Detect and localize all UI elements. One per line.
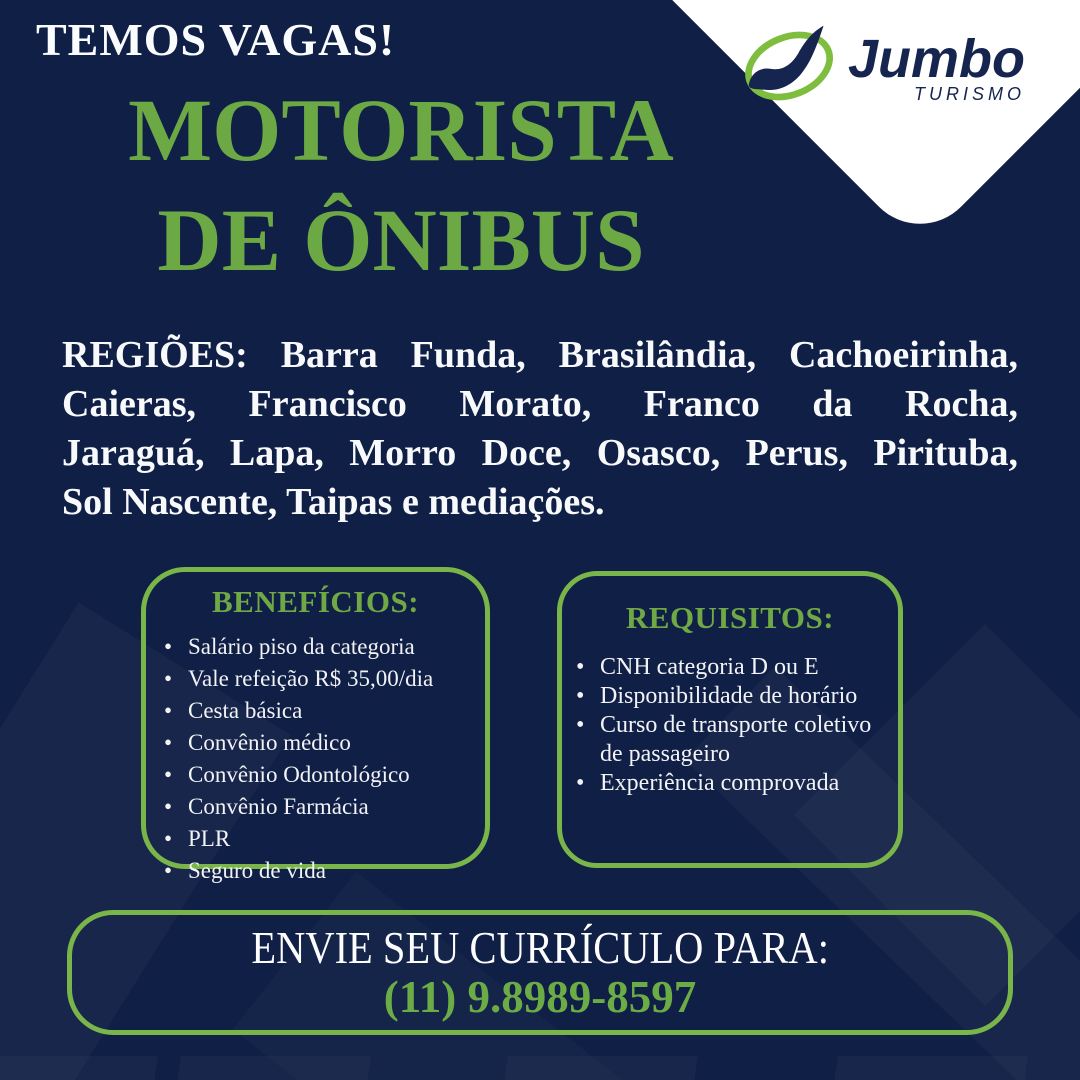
list-item: • PLR <box>188 823 485 855</box>
list-item: • Convênio Farmácia <box>188 791 485 823</box>
requirements-title: REQUISITOS: <box>625 600 835 635</box>
regions-line: REGIÕES: Barra Funda, Brasilândia, Cachoeirinha, <box>62 334 1018 376</box>
list-item: • Curso de transporte coletivo de passageiro <box>600 711 896 769</box>
title-line-2: DE ÔNIBUS <box>157 192 645 290</box>
benefits-box <box>141 567 490 883</box>
title-line-1: MOTORISTA <box>128 82 674 180</box>
regions-paragraph <box>62 331 1018 527</box>
list-item: • Disponibilidade de horário <box>600 682 896 711</box>
contact-box <box>67 910 1013 1035</box>
contact-phone: (11) 9.8989-8597 <box>383 971 697 1022</box>
regions-line: Caieras, Francisco Morato, Franco da Rocha, <box>62 383 1018 425</box>
logo-brand-text: Jumbo <box>848 29 1026 89</box>
list-item: • Vale refeição R$ 35,00/dia <box>188 663 485 695</box>
list-item: • Seguro de vida <box>188 855 485 887</box>
background-pattern-shape <box>832 1056 1028 1080</box>
jumbo-logo <box>738 20 1025 112</box>
requirements-box <box>557 571 903 868</box>
background-pattern-shape <box>502 1056 698 1080</box>
list-item: • Convênio médico <box>188 727 485 759</box>
announcement-text: TEMOS VAGAS! <box>36 14 396 65</box>
list-item: • Cesta básica <box>188 695 485 727</box>
benefits-list <box>146 631 485 887</box>
contact-label: ENVIE SEU CURRÍCULO PARA: <box>251 921 829 973</box>
background-pattern-shape <box>175 1056 371 1080</box>
logo-subtitle-text: TURISMO <box>914 84 1026 104</box>
page-title <box>12 76 790 296</box>
jumbo-swoosh-icon <box>738 20 844 112</box>
list-item: • Convênio Odontológico <box>188 759 485 791</box>
list-item: • CNH categoria D ou E <box>600 653 896 682</box>
regions-line: Sol Nascente, Taipas e mediações. <box>62 481 605 523</box>
benefits-title: BENEFÍCIOS: <box>211 584 420 619</box>
list-item: • Salário piso da categoria <box>188 631 485 663</box>
requirements-list <box>562 653 898 798</box>
regions-line: Jaraguá, Lapa, Morro Doce, Osasco, Perus, Pirituba, <box>62 432 1018 474</box>
list-item: • Experiência comprovada <box>600 769 896 798</box>
background-pattern-shape <box>0 1056 158 1080</box>
